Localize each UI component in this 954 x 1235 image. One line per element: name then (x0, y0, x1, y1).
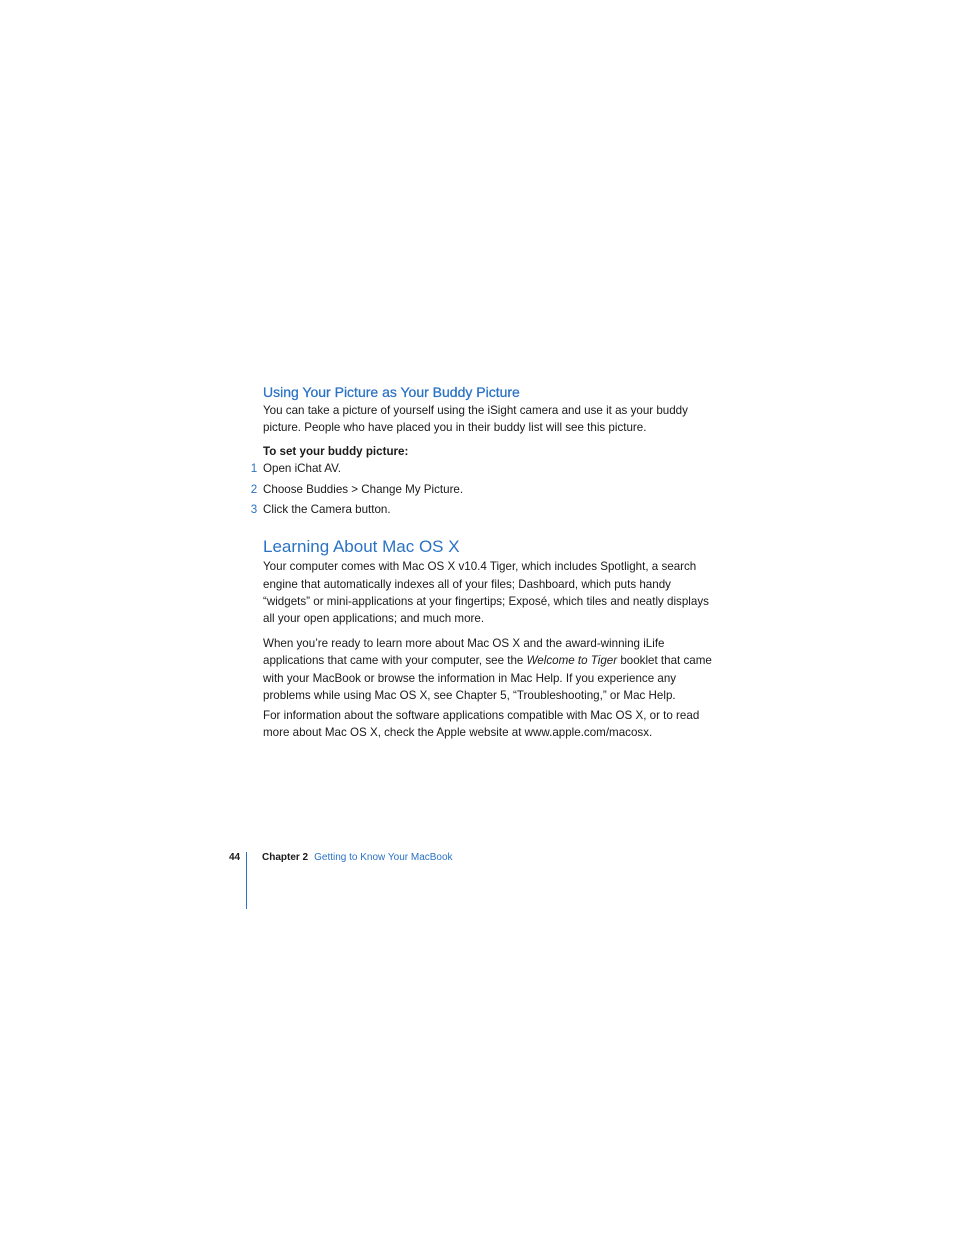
chapter-label: Chapter 2 (262, 852, 309, 863)
step-text: Open iChat AV. (263, 462, 341, 476)
step-number: 1 (250, 462, 258, 476)
step-number: 3 (250, 503, 258, 517)
mac-os-x-paragraph-1: Your computer comes with Mac OS X v10.4 Tiger, which includes Spotlight, a search engine that automatically indexes all of your files; Dashboard, which puts handy “widgets” or mini-applications at your fingertips; Exposé, which tiles and neatly displays all your open applications; and much more. (263, 560, 709, 626)
step-text: Choose Buddies > Change My Picture. (263, 482, 464, 496)
page-number: 44 (229, 852, 241, 863)
paragraph-2-text-end: booklet that came with your MacBook or browse the information in Mac Help. If you experience any problems while using Mac OS X, see Chapter 5, “Troubleshooting,” or Mac Help. (263, 654, 712, 702)
mac-os-x-paragraph-2 (263, 635, 713, 704)
steps-list (250, 460, 713, 518)
step-text: Click the Camera button. (263, 503, 391, 517)
section-heading-buddy-picture: Using Your Picture as Your Buddy Picture (263, 384, 520, 400)
step-item (250, 481, 713, 498)
footer-divider (246, 852, 247, 909)
step-item (250, 460, 713, 477)
paragraph-2-text-start: When you’re ready to learn more about Mac OS X and the award-winning iLife applications that came with your computer, see the (263, 637, 665, 668)
step-item (250, 501, 713, 518)
chapter-title: Getting to Know Your MacBook (314, 852, 453, 863)
section-heading-mac-os-x: Learning About Mac OS X (263, 537, 460, 557)
booklet-title: Welcome to Tiger (526, 654, 618, 668)
buddy-picture-intro: You can take a picture of yourself using the iSight camera and use it as your buddy picture. People who have placed you in their buddy list will see this picture. (263, 404, 688, 435)
mac-os-x-paragraph-3: For information about the software applications compatible with Mac OS X, or to read more about Mac OS X, check the Apple website at www.apple.com/macosx. (263, 709, 700, 740)
step-number: 2 (250, 482, 258, 496)
page-content (250, 383, 713, 741)
steps-lead-in: To set your buddy picture: (263, 445, 409, 459)
footer-chapter (262, 851, 453, 864)
